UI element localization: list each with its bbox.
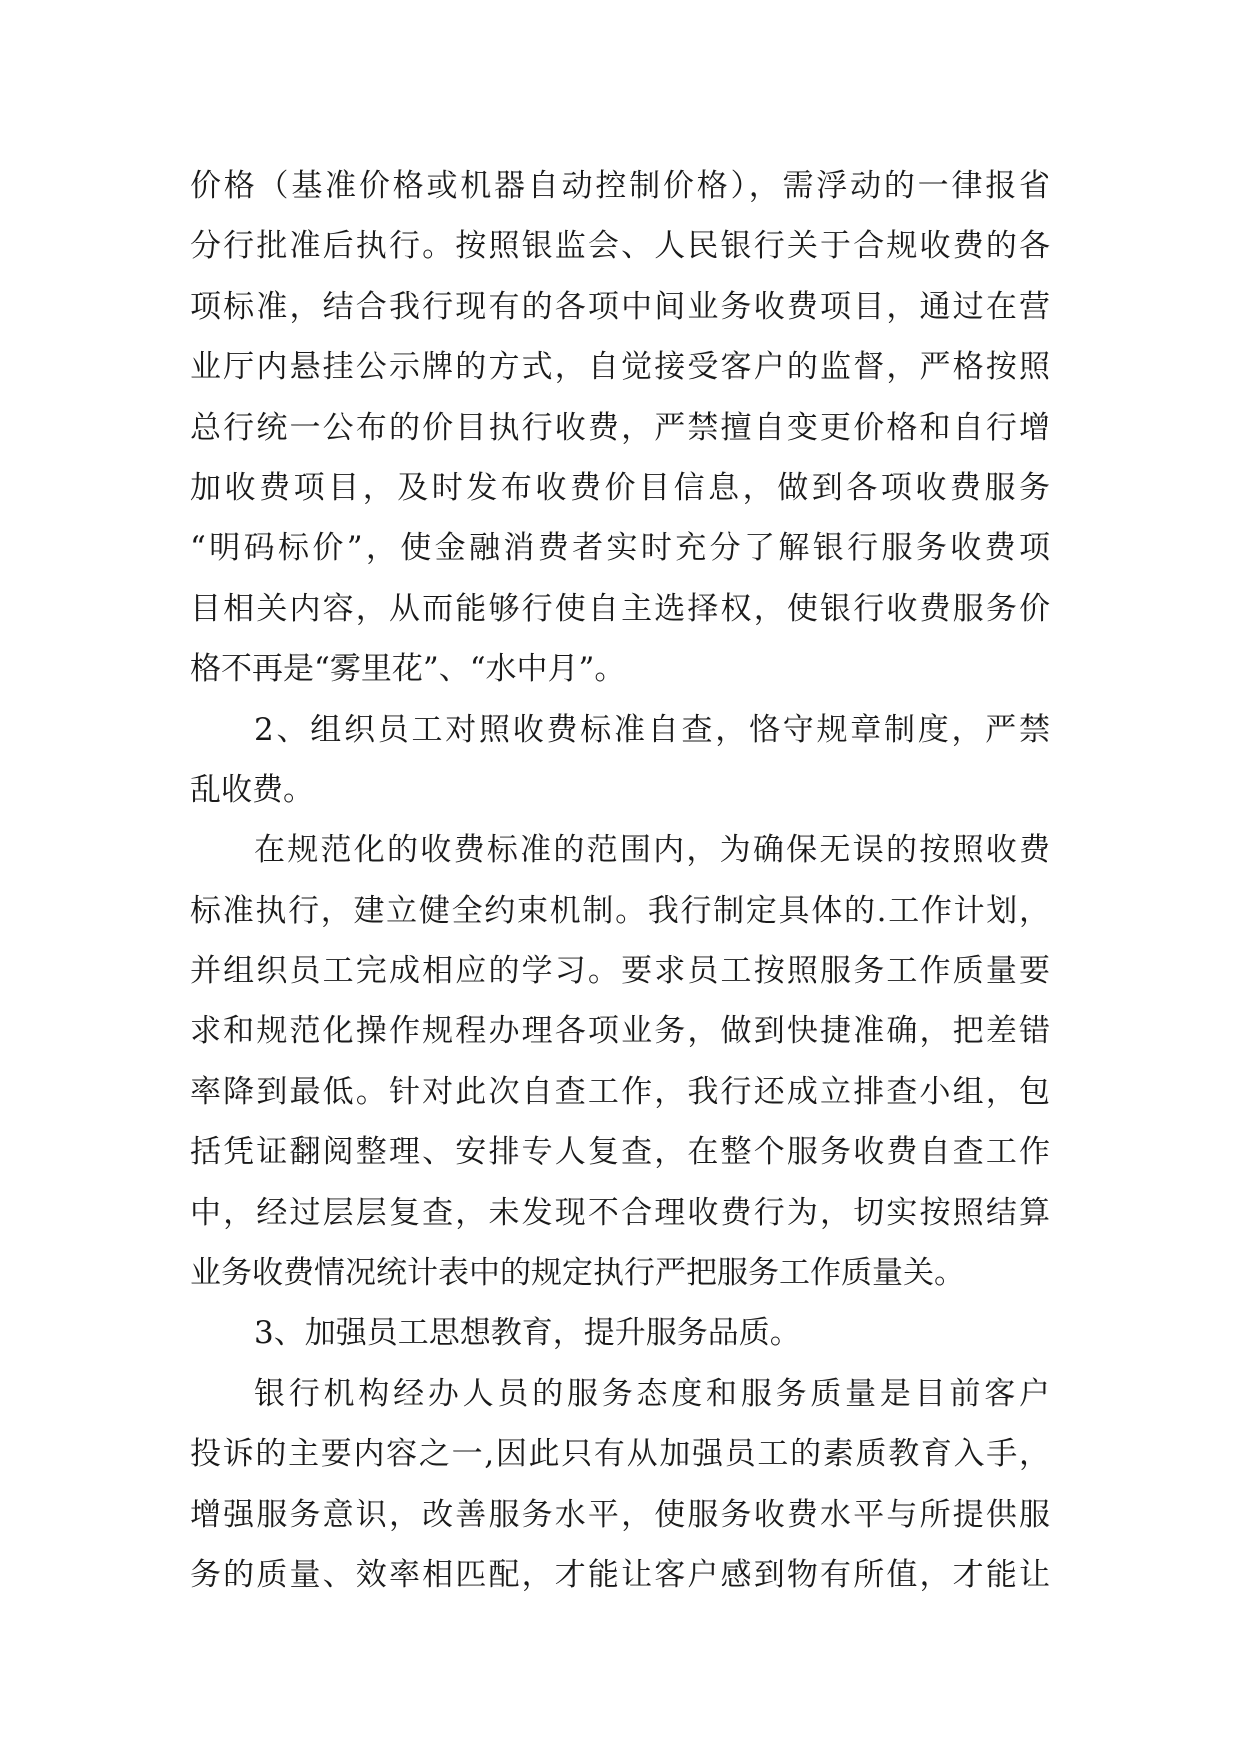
text-line: 标准执行，建立健全约束机制。我行制定具体的.工作计划，: [190, 892, 1050, 929]
text-line: 乱收费。: [190, 771, 314, 808]
text-line: 率降到最低。针对此次自查工作，我行还成立排查小组，包: [190, 1073, 1050, 1110]
text-line: 分行批准后执行。按照银监会、人民银行关于合规收费的各: [190, 228, 1050, 265]
text-line: 银行机构经办人员的服务态度和服务质量是目前客户: [254, 1375, 1050, 1412]
text-line: 格不再是“雾里花”、“水中月”。: [190, 651, 626, 688]
text-line: 业务收费情况统计表中的规定执行严把服务工作质量关。: [190, 1255, 965, 1292]
section-heading-3: 3、加强员工思想教育，提升服务品质。: [254, 1315, 801, 1352]
text-line: 增强服务意识，改善服务水平，使服务收费水平与所提供服: [190, 1496, 1050, 1533]
text-line: 目相关内容，从而能够行使自主选择权，使银行收费服务价: [190, 590, 1050, 627]
text-line: 中，经过层层复查，未发现不合理收费行为，切实按照结算: [190, 1194, 1050, 1231]
text-line: 求和规范化操作规程办理各项业务，做到快捷准确，把差错: [190, 1013, 1050, 1050]
text-line: 业厅内悬挂公示牌的方式，自觉接受客户的监督，严格按照: [190, 349, 1050, 386]
text-line: 投诉的主要内容之一,因此只有从加强员工的素质教育入手，: [190, 1436, 1050, 1473]
text-line: 务的质量、效率相匹配，才能让客户感到物有所值，才能让: [190, 1556, 1050, 1593]
text-line: 加收费项目，及时发布收费价目信息，做到各项收费服务: [190, 469, 1050, 506]
text-line: 总行统一公布的价目执行收费，严禁擅自变更价格和自行增: [190, 409, 1050, 446]
text-line: 并组织员工完成相应的学习。要求员工按照服务工作质量要: [190, 953, 1050, 990]
text-line: 在规范化的收费标准的范围内，为确保无误的按照收费: [254, 832, 1050, 869]
text-line: 项标准，结合我行现有的各项中间业务收费项目，通过在营: [190, 288, 1050, 325]
section-heading-2: 2、组织员工对照收费标准自查，恪守规章制度，严禁: [254, 711, 1050, 748]
body-text: [190, 156, 1050, 1605]
text-line: 括凭证翻阅整理、安排专人复查，在整个服务收费自查工作: [190, 1134, 1050, 1171]
text-line: 价格（基准价格或机器自动控制价格），需浮动的一律报省: [190, 168, 1050, 204]
text-line: “明码标价”，使金融消费者实时充分了解银行服务收费项: [190, 530, 1050, 567]
